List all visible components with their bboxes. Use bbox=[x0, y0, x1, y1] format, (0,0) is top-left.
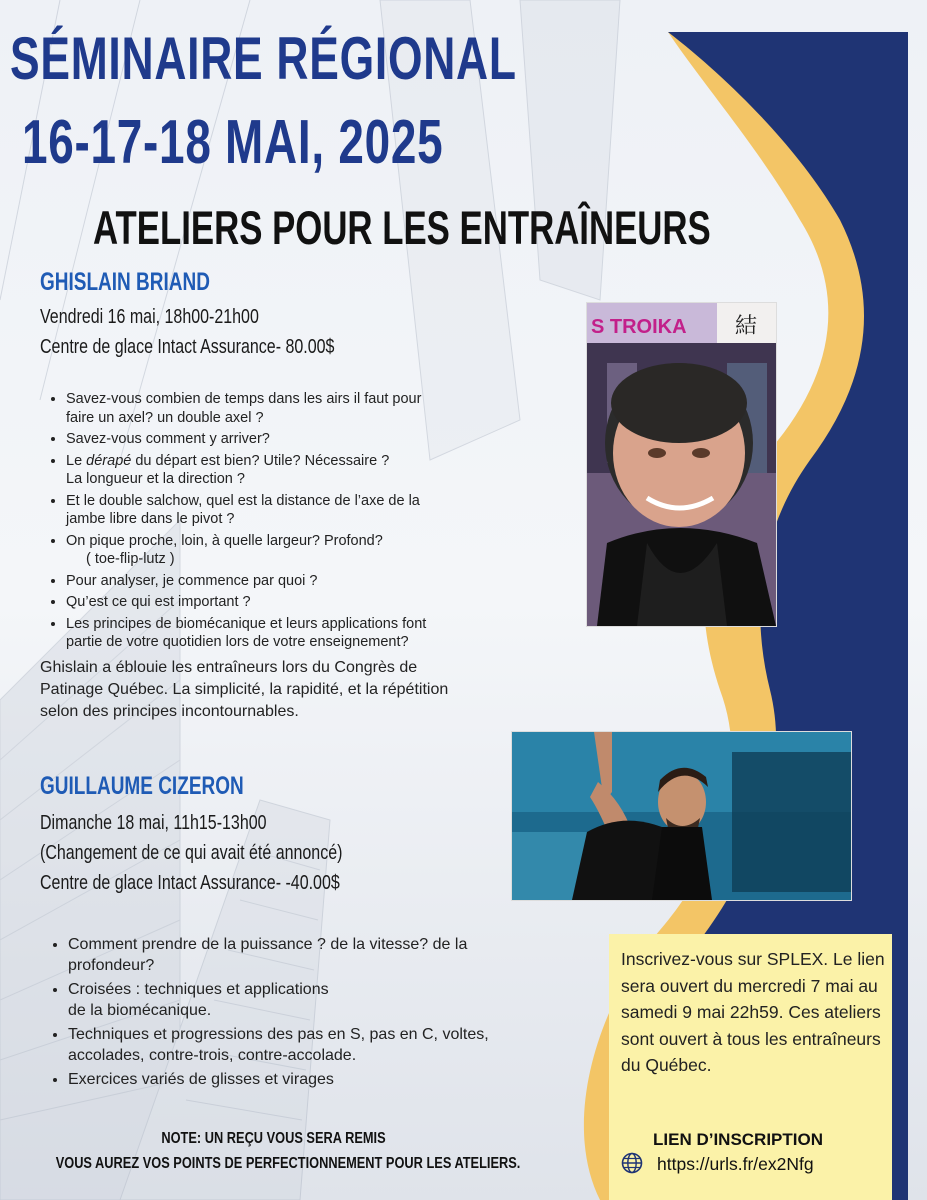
speaker-photo-1 bbox=[586, 302, 777, 627]
banner-text: S TROIKA bbox=[591, 316, 687, 338]
list-item: • Les principes de biomécanique et leurs applications font partie de votre quotidien lors de votre enseignement? bbox=[66, 615, 536, 652]
list-item: • Comment prendre de la puissance ? de la vitesse? de la profondeur? bbox=[68, 934, 578, 976]
workshop1-topic-list bbox=[40, 390, 536, 655]
workshop2-venue: Centre de glace Intact Assurance- -40.00$ bbox=[40, 872, 340, 894]
workshop2-change-note: (Changement de ce qui avait été annoncé) bbox=[40, 842, 343, 864]
registration-text: Inscrivez-vous sur SPLEX. Le lien sera ouvert du mercredi 7 mai au samedi 9 mai 22h59. Ces ateliers sont ouvert à tous les entraîneurs du Québec. bbox=[621, 949, 885, 1075]
points-note: VOUS AUREZ VOS POINTS DE PERFECTIONNEMENT POUR LES ATELIERS. bbox=[55, 1155, 521, 1172]
list-item: • Pour analyser, je commence par quoi ? bbox=[66, 572, 536, 591]
seminar-title: SÉMINAIRE RÉGIONAL bbox=[10, 25, 517, 92]
workshop1-date: Vendredi 16 mai, 18h00-21h00 bbox=[40, 306, 259, 328]
skater-image bbox=[512, 732, 851, 900]
list-item: • Savez-vous combien de temps dans les airs il faut pour faire un axel? un double axel ? bbox=[66, 390, 536, 427]
list-item: • Le dérapé du départ est bien? Utile? Nécessaire ? La longueur et la direction ? bbox=[66, 452, 536, 489]
list-item: • Savez-vous comment y arriver? bbox=[66, 430, 536, 449]
list-item: • Croisées : techniques et applications de la biomécanique. bbox=[68, 979, 578, 1021]
speaker-name-1: GHISLAIN BRIAND bbox=[40, 268, 210, 296]
list-item: • Techniques et progressions des pas en S, pas en C, voltes, accolades, contre-trois, contre-accolade. bbox=[68, 1024, 578, 1066]
workshop1-venue: Centre de glace Intact Assurance- 80.00$ bbox=[40, 336, 335, 358]
list-item: • Et le double salchow, quel est la distance de l’axe de la jambe libre dans le pivot ? bbox=[66, 492, 536, 529]
seminar-dates: 16-17-18 MAI, 2025 bbox=[22, 108, 444, 177]
registration-link-title: LIEN D’INSCRIPTION bbox=[653, 1130, 824, 1149]
banner-glyph: 結 bbox=[735, 314, 758, 339]
workshop1-description: Ghislain a éblouie les entraîneurs lors du Congrès de Patinage Québec. La simplicité, la rapidité, et la répétition selon des principes incontournables. bbox=[40, 659, 449, 720]
speaker-photo-2 bbox=[511, 731, 852, 901]
registration-box bbox=[609, 934, 892, 1200]
workshops-heading: ATELIERS POUR LES ENTRAÎNEURS bbox=[93, 201, 711, 254]
workshop2-date: Dimanche 18 mai, 11h15-13h00 bbox=[40, 812, 267, 834]
speaker-name-2: GUILLAUME CIZERON bbox=[40, 772, 244, 800]
portrait-image bbox=[587, 303, 776, 626]
list-item: • Qu’est ce qui est important ? bbox=[66, 593, 536, 612]
list-item: • On pique proche, loin, à quelle largeur? Profond? ( toe-flip-lutz ) bbox=[66, 532, 536, 569]
list-item: • Exercices variés de glisses et virages bbox=[68, 1069, 578, 1090]
receipt-note: NOTE: UN REÇU VOUS SERA REMIS bbox=[161, 1130, 386, 1147]
workshop2-topic-list bbox=[40, 934, 578, 1093]
registration-link[interactable]: https://urls.fr/ex2Nfg bbox=[657, 1154, 814, 1174]
globe-icon bbox=[621, 1152, 643, 1179]
